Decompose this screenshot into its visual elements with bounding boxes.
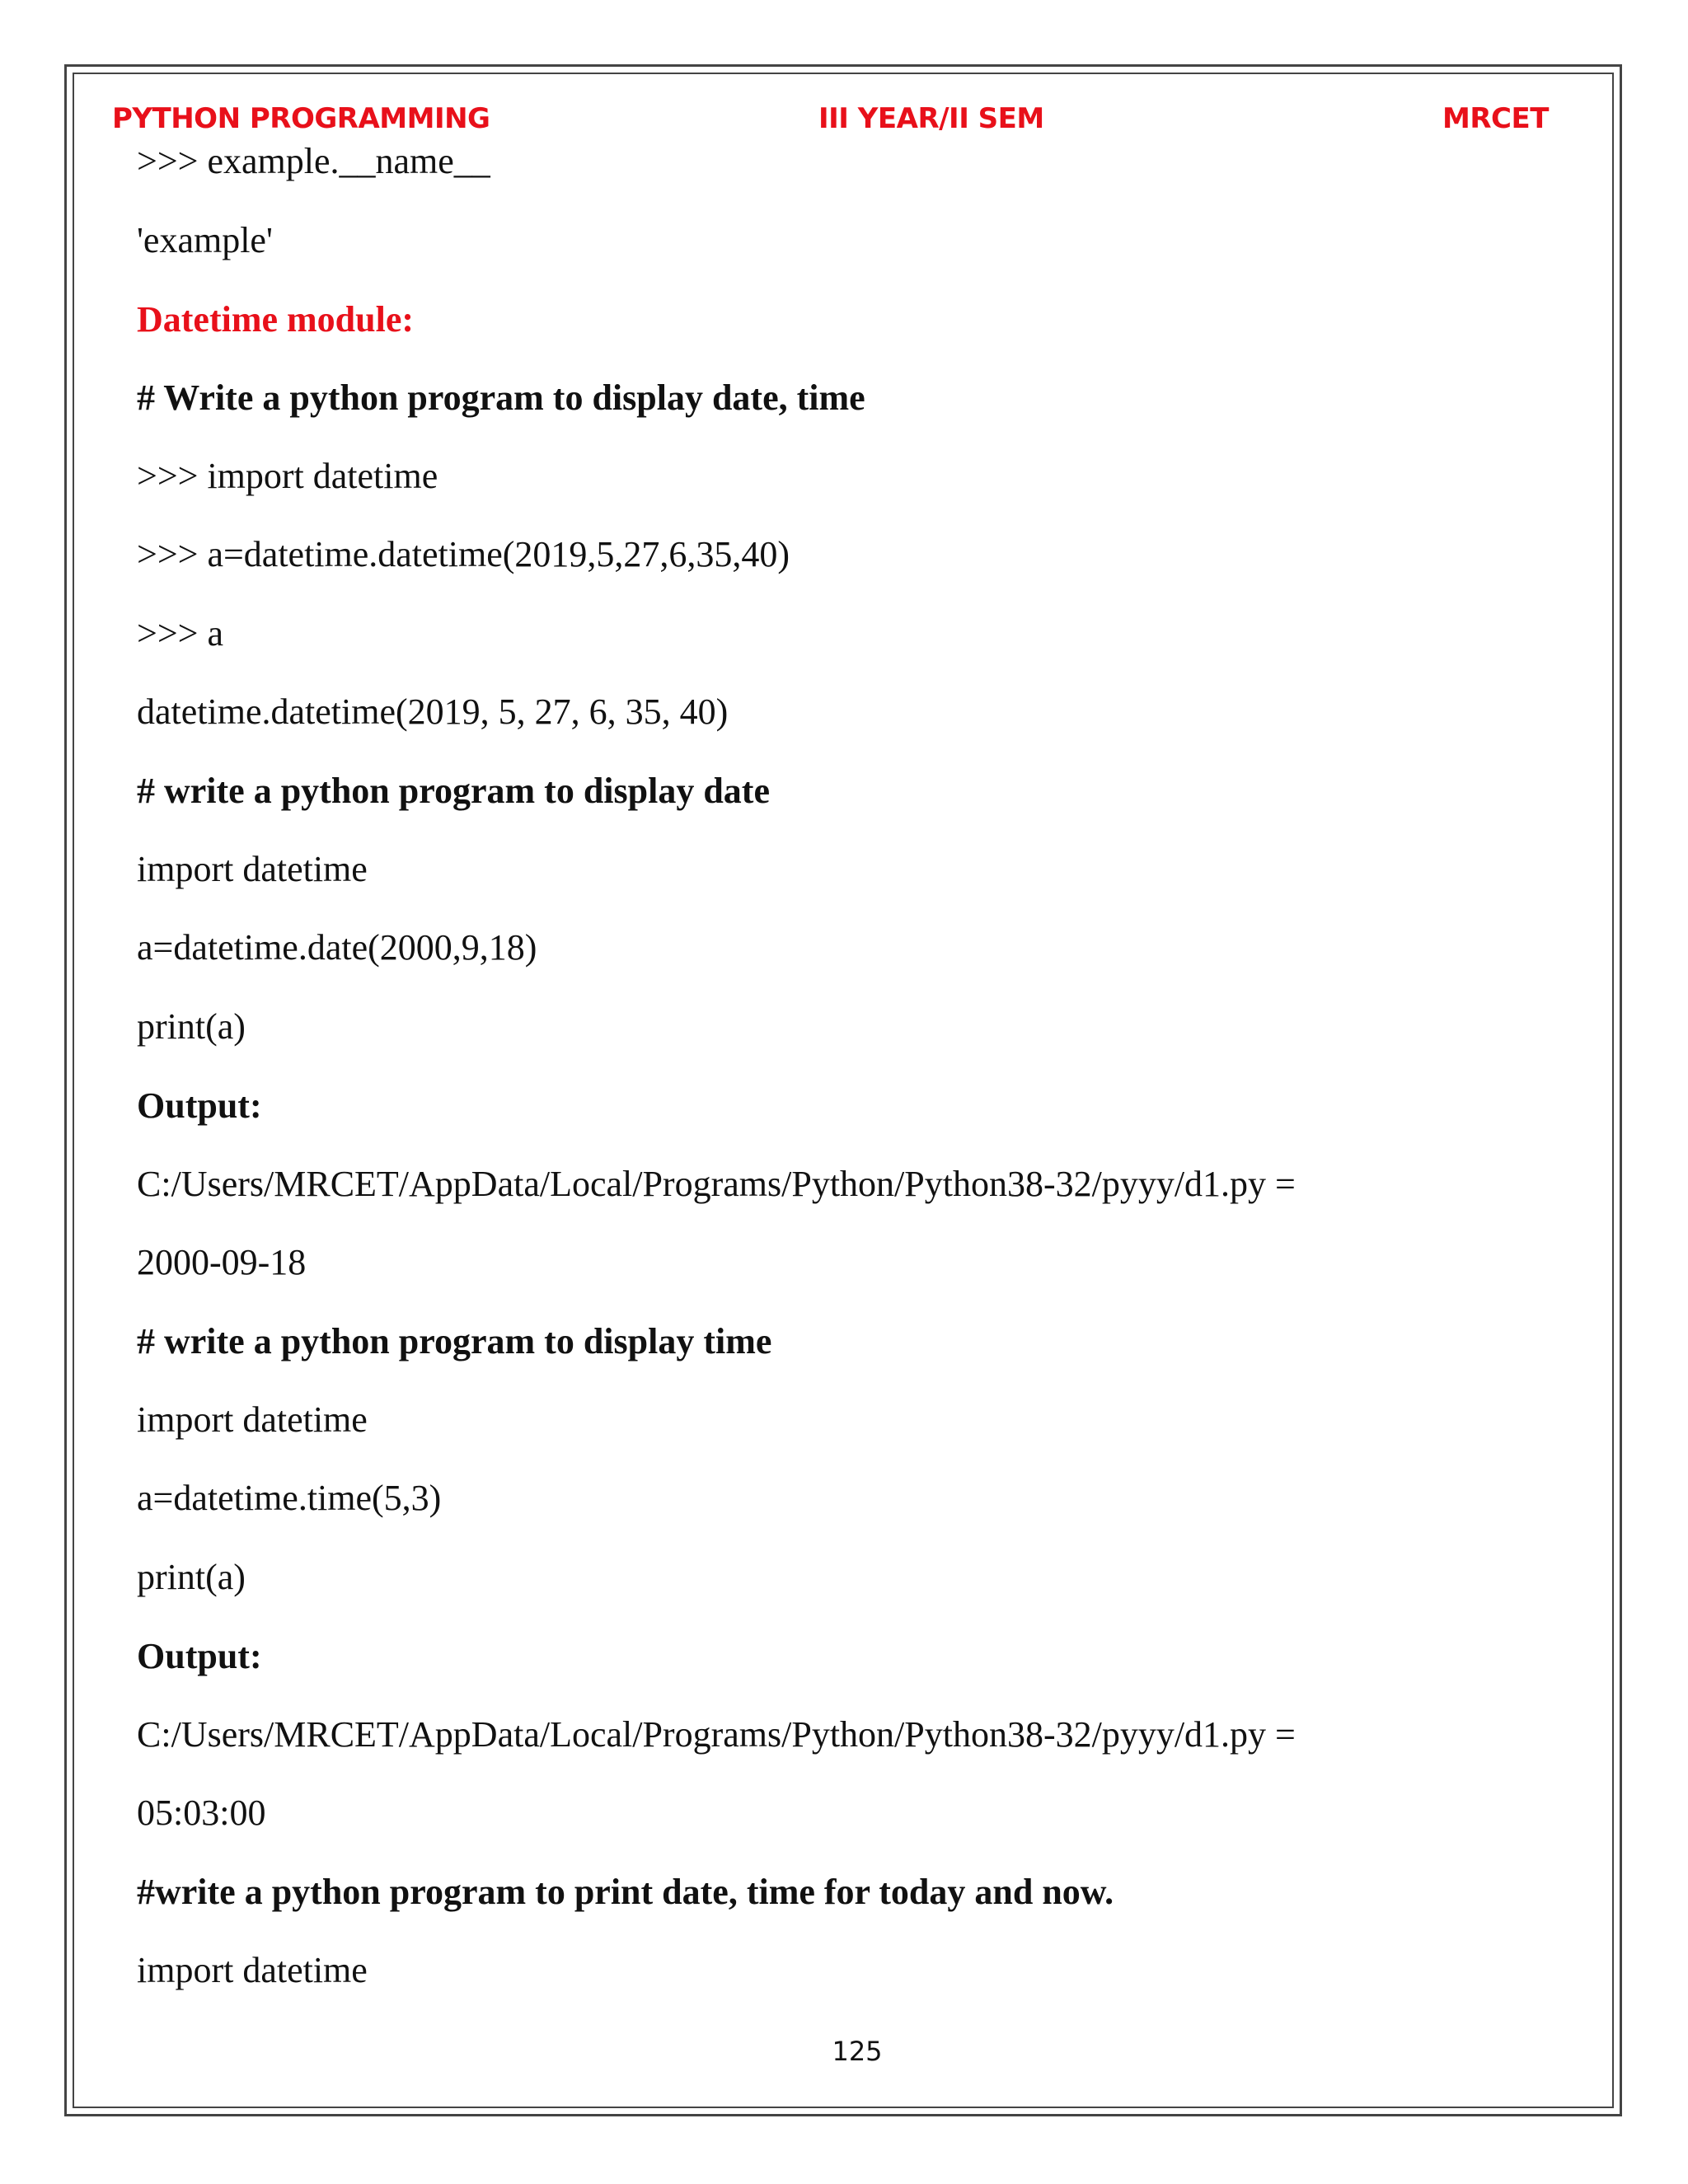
output-line: 2000-09-18 (137, 1242, 307, 1282)
code-line: a=datetime.time(5,3) (137, 1478, 442, 1518)
output-path: C:/Users/MRCET/AppData/Local/Programs/Python/Python38-32/pyyy/d1.py = (137, 1164, 1296, 1204)
code-line: print(a) (137, 1006, 246, 1047)
code-line: print(a) (137, 1557, 246, 1597)
output-line: 'example' (137, 220, 273, 260)
header-year-semester: III YEAR/II SEM (818, 102, 1044, 135)
page-number: 125 (832, 2036, 883, 2067)
header-course-title: PYTHON PROGRAMMING (112, 102, 490, 135)
code-line: >>> a=datetime.datetime(2019,5,27,6,35,40) (137, 534, 790, 574)
code-line: >>> a (137, 613, 223, 654)
program-comment: # write a python program to display date (137, 771, 770, 811)
output-line: datetime.datetime(2019, 5, 27, 6, 35, 40) (137, 691, 729, 732)
program-comment: # write a python program to display time (137, 1321, 772, 1361)
code-line: import datetime (137, 849, 368, 889)
program-comment: #write a python program to print date, time for today and now. (137, 1872, 1114, 1912)
output-label: Output: (137, 1636, 262, 1676)
section-heading: Datetime module: (137, 299, 415, 340)
output-line: 05:03:00 (137, 1793, 266, 1833)
output-label: Output: (137, 1085, 262, 1126)
code-line: import datetime (137, 1399, 368, 1440)
code-line: import datetime (137, 1950, 368, 1990)
program-comment: # Write a python program to display date, time (137, 377, 865, 418)
output-path: C:/Users/MRCET/AppData/Local/Programs/Python/Python38-32/pyyy/d1.py = (137, 1714, 1296, 1755)
code-line: >>> example.__name__ (137, 141, 490, 181)
code-line: >>> import datetime (137, 456, 438, 496)
header-institution: MRCET (1442, 102, 1549, 135)
code-line: a=datetime.date(2000,9,18) (137, 927, 537, 968)
